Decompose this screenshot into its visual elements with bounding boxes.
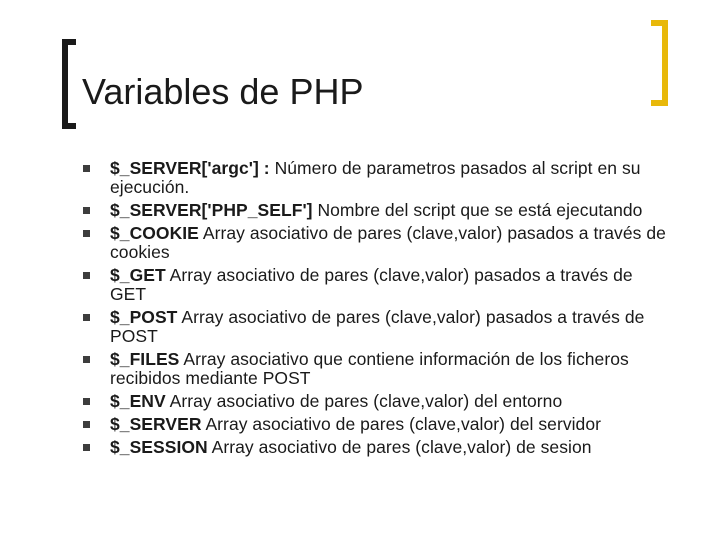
bullet-item-get xyxy=(82,266,672,304)
square-bullet-icon xyxy=(83,207,90,214)
slide-title: Variables de PHP xyxy=(82,71,364,112)
bullet-keyword: $_GET xyxy=(110,265,166,285)
square-bullet-icon xyxy=(83,356,90,363)
square-bullet-icon xyxy=(83,314,90,321)
square-bullet-icon xyxy=(83,421,90,428)
bullet-keyword: $_FILES xyxy=(110,349,180,369)
bullet-item-post xyxy=(82,308,672,346)
left-bracket-decoration xyxy=(62,39,76,129)
bullet-text: Número de parametros pasados al script en su ejecución. xyxy=(110,158,641,197)
bullet-text: Array asociativo de pares (clave,valor) pasados a través de GET xyxy=(110,265,633,304)
bullet-keyword: $_SERVER['argc'] : xyxy=(110,158,270,178)
bullet-item-cookie xyxy=(82,224,672,262)
square-bullet-icon xyxy=(83,165,90,172)
bullet-item-session xyxy=(82,438,672,457)
bullet-keyword: $_POST xyxy=(110,307,178,327)
bullet-text: Array asociativo de pares (clave,valor) de sesion xyxy=(207,437,592,457)
bullet-text: Array asociativo de pares (clave,valor) del entorno xyxy=(165,391,563,411)
bullet-text: Array asociativo de pares (clave,valor) pasados a través de POST xyxy=(110,307,645,346)
bullet-item-server-php-self xyxy=(82,201,672,220)
bullet-text: Array asociativo de pares (clave,valor) pasados a través de cookies xyxy=(110,223,666,262)
bullet-text: Nombre del script que se está ejecutando xyxy=(312,200,643,220)
square-bullet-icon xyxy=(83,272,90,279)
square-bullet-icon xyxy=(83,398,90,405)
bullet-item-server-argc xyxy=(82,159,672,197)
square-bullet-icon xyxy=(83,444,90,451)
bullet-item-server xyxy=(82,415,672,434)
bullet-item-files xyxy=(82,350,672,388)
bullet-keyword: $_SERVER xyxy=(110,414,202,434)
right-bracket-decoration xyxy=(651,20,668,106)
bullet-text: Array asociativo de pares (clave,valor) del servidor xyxy=(201,414,601,434)
bullet-item-env xyxy=(82,392,672,411)
bullet-list xyxy=(82,159,672,461)
bullet-keyword: $_ENV xyxy=(110,391,166,411)
bullet-keyword: $_SERVER['PHP_SELF'] xyxy=(110,200,313,220)
bullet-text: Array asociativo que contiene información de los ficheros recibidos mediante POST xyxy=(110,349,629,388)
bullet-keyword: $_SESSION xyxy=(110,437,208,457)
bullet-keyword: $_COOKIE xyxy=(110,223,199,243)
square-bullet-icon xyxy=(83,230,90,237)
